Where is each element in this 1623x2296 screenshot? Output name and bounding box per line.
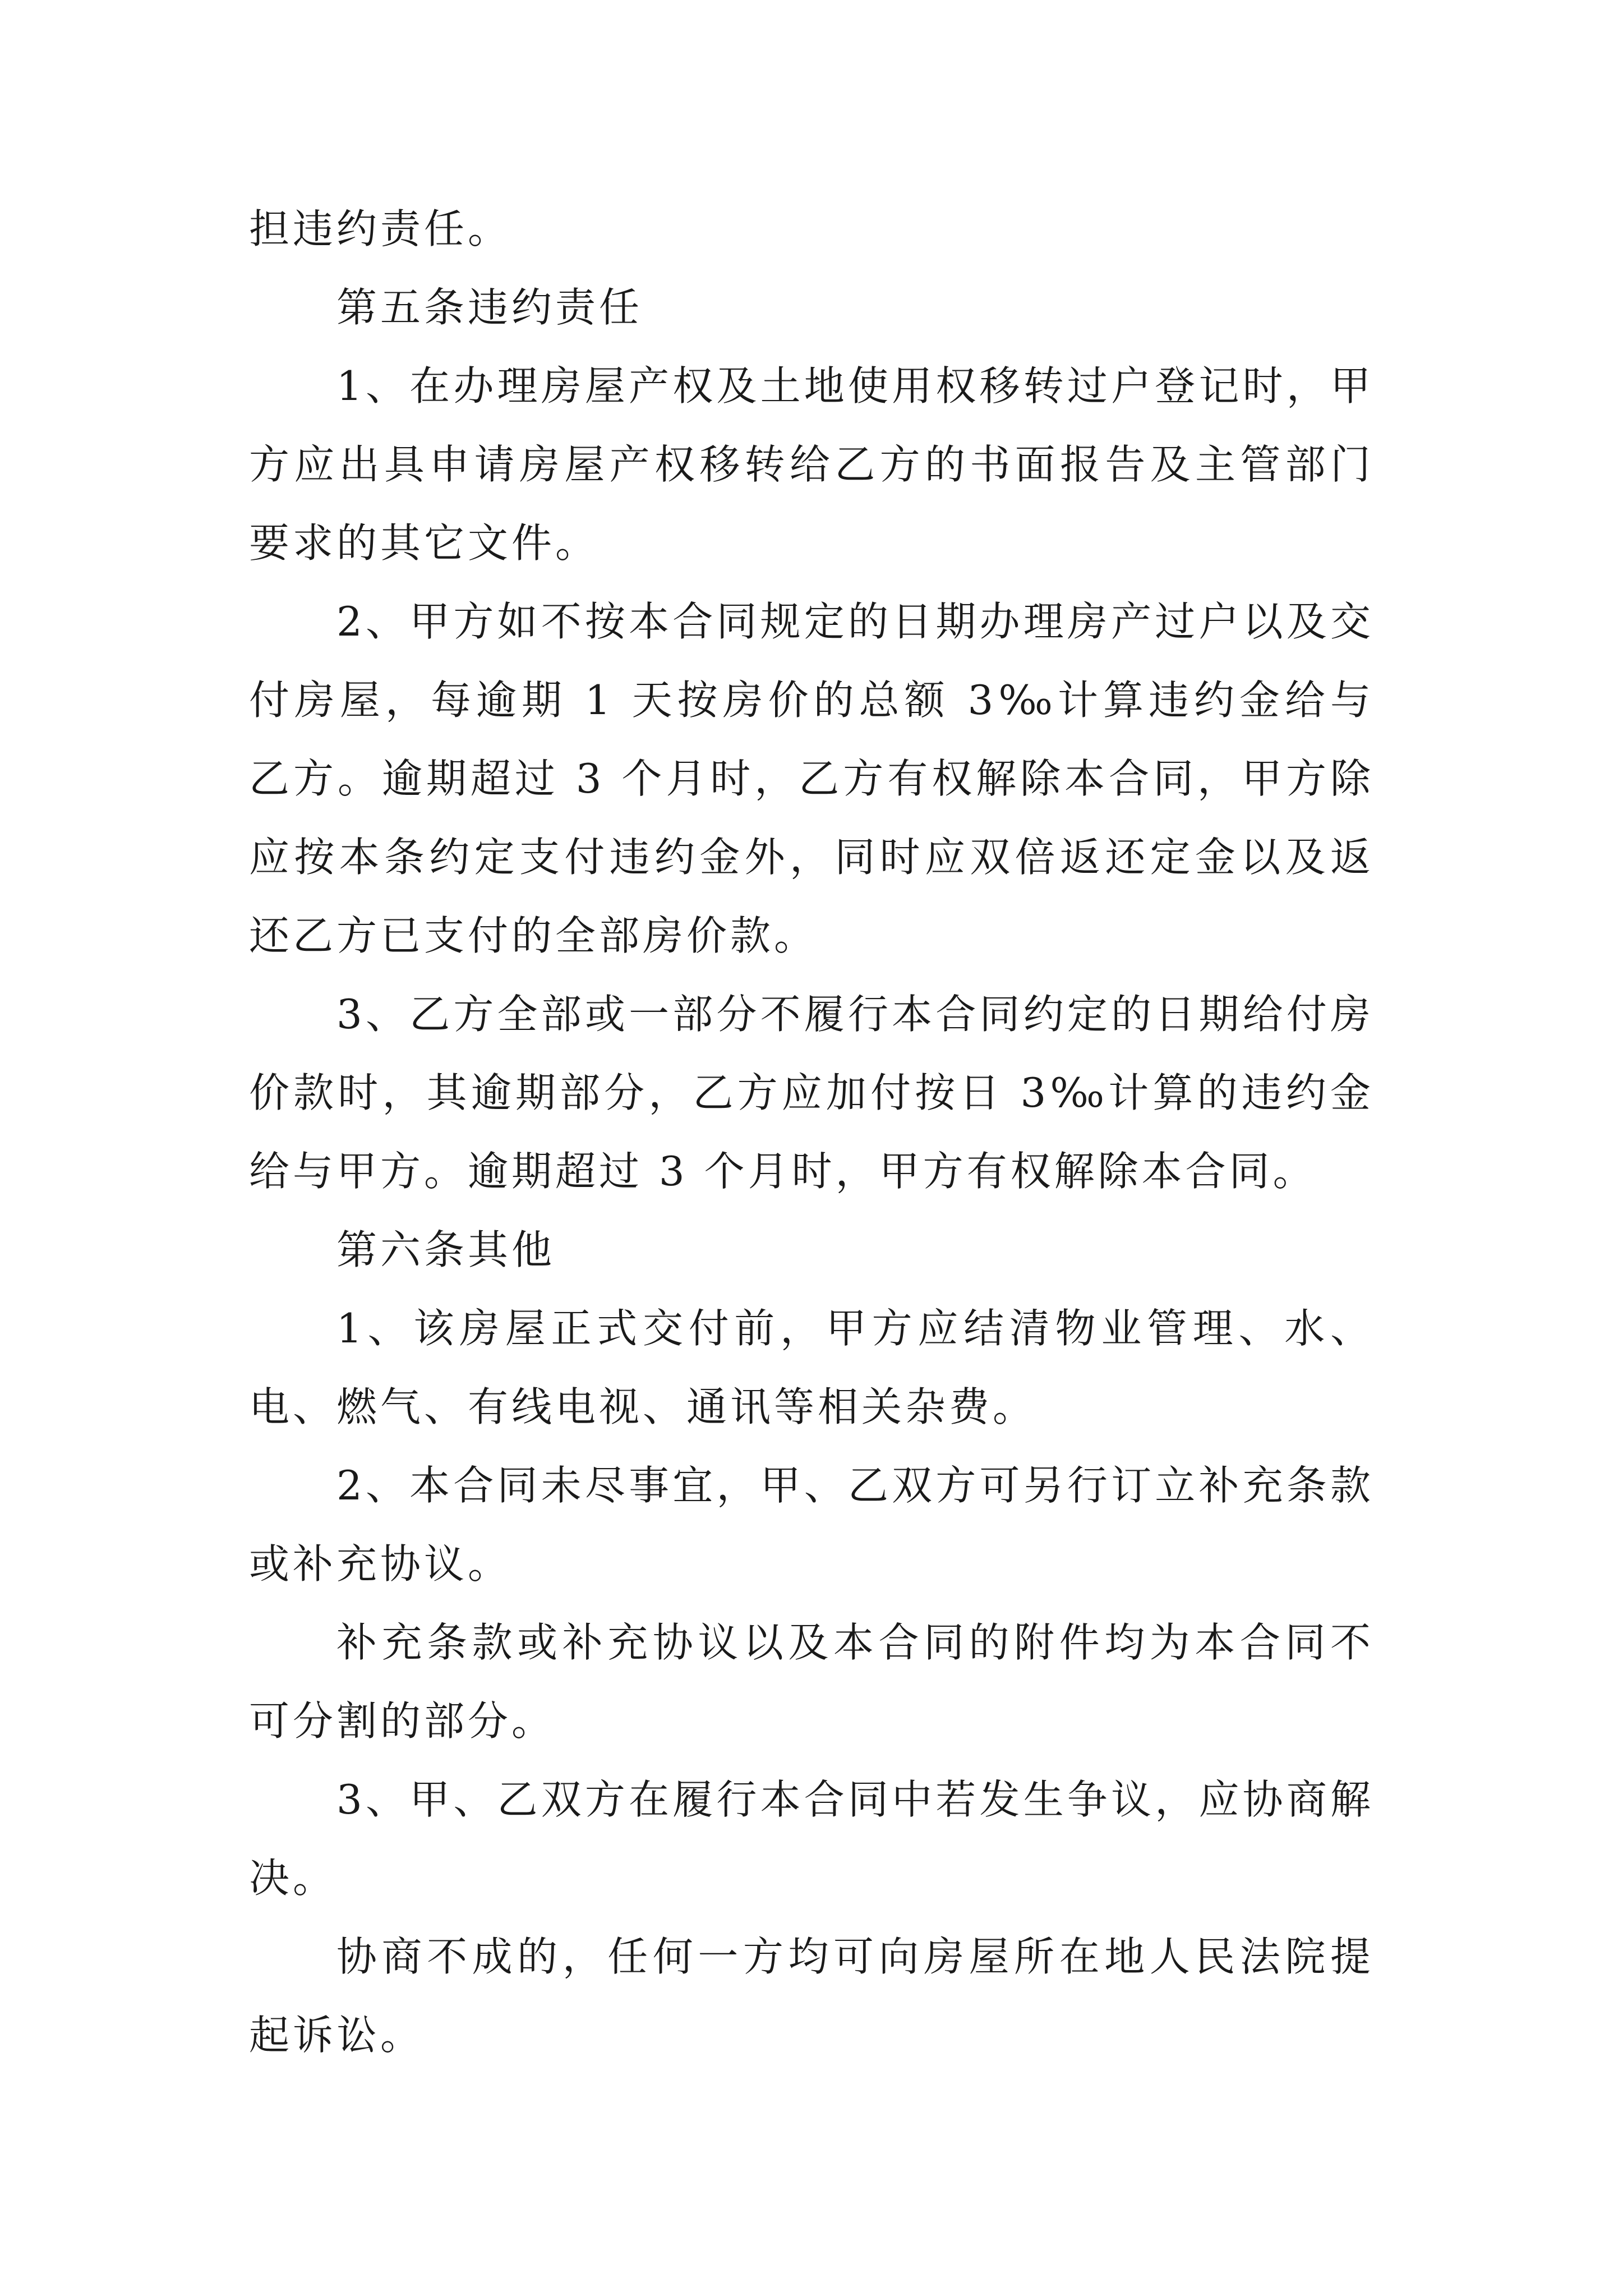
heading-article-6: 第六条其他: [336, 1226, 556, 1273]
paragraph-continuation: 担违约责任。: [249, 205, 512, 252]
paragraph-article-5-item-2: 2、甲方如不按本合同规定的日期办理房产过户以及交付房屋，每逾期 1 天按房价的总额 3‰计算违约金给与乙方。逾期超过 3 个月时，乙方有权解除本合同，甲方除应按本条约定支付违约金外，同时应双倍返还定金以及返还乙方已支付的全部房价款。: [249, 598, 1374, 959]
paragraph-article-6-item-3: 3、甲、乙双方在履行本合同中若发生争议，应协商解决。: [249, 1776, 1374, 1902]
paragraph-article-5-item-3: 3、乙方全部或一部分不履行本合同约定的日期给付房价款时，其逾期部分，乙方应加付按日 3‰计算的违约金给与甲方。逾期超过 3 个月时，甲方有权解除本合同。: [249, 991, 1374, 1195]
paragraph-article-6-item-3-note: 协商不成的，任何一方均可向房屋所在地人民法院提起诉讼。: [249, 1933, 1374, 2059]
contract-body: [249, 190, 1374, 2074]
paragraph-article-5-item-1: 1、在办理房屋产权及土地使用权移转过户登记时，甲方应出具申请房屋产权移转给乙方的书面报告及主管部门要求的其它文件。: [249, 362, 1374, 567]
paragraph-article-6-item-2-note: 补充条款或补充协议以及本合同的附件均为本合同不可分割的部分。: [249, 1619, 1374, 1745]
paragraph-article-6-item-2: 2、本合同未尽事宜，甲、乙双方可另行订立补充条款或补充协议。: [249, 1462, 1374, 1588]
heading-article-5: 第五条违约责任: [336, 284, 643, 331]
paragraph-article-6-item-1: 1、该房屋正式交付前，甲方应结清物业管理、水、电、燃气、有线电视、通讯等相关杂费。: [249, 1305, 1374, 1430]
